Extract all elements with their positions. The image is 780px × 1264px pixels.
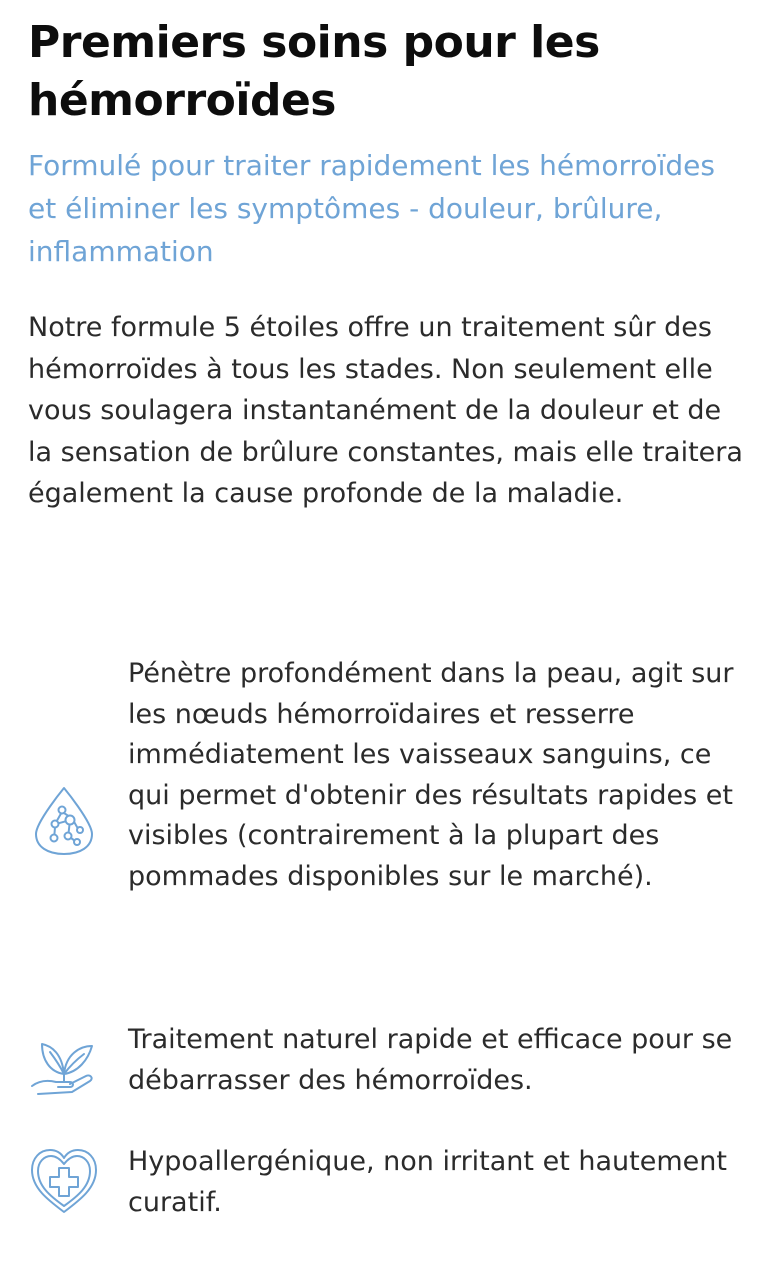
feature-item <box>28 654 752 984</box>
page-subtitle: Formulé pour traiter rapidement les hémorroïdes et éliminer les symptômes - douleur, brûlure, inflammation <box>28 149 715 268</box>
feature-text: Pénètre profondément dans la peau, agit sur les nœuds hémorroïdaires et resserre immédiatement les vaisseaux sanguins, ce qui permet d'obtenir des résultats rapides et visibles (contrairement à la plupart des pommades disponibles sur le marché). <box>128 658 734 892</box>
product-info-section <box>28 14 752 515</box>
feature-item <box>28 1142 752 1232</box>
intro-paragraph: Notre formule 5 étoiles offre un traitement sûr des hémorroïdes à tous les stades. Non seulement elle vous soulagera instantanément de la douleur et de la sensation de brûlure constantes, mais elle traitera également la cause profonde de la maladie. <box>28 312 743 509</box>
leaf-hand-icon <box>28 1024 100 1096</box>
page-title: Premiers soins pour les hémorroïdes <box>28 17 600 126</box>
feature-text: Traitement naturel rapide et efficace pour se débarrasser des hémorroïdes. <box>128 1024 733 1096</box>
feature-text: Hypoallergénique, non irritant et hautement curatif. <box>128 1146 727 1218</box>
heart-cross-icon <box>28 1146 100 1218</box>
molecule-drop-icon <box>28 784 100 856</box>
feature-item <box>28 1020 752 1110</box>
